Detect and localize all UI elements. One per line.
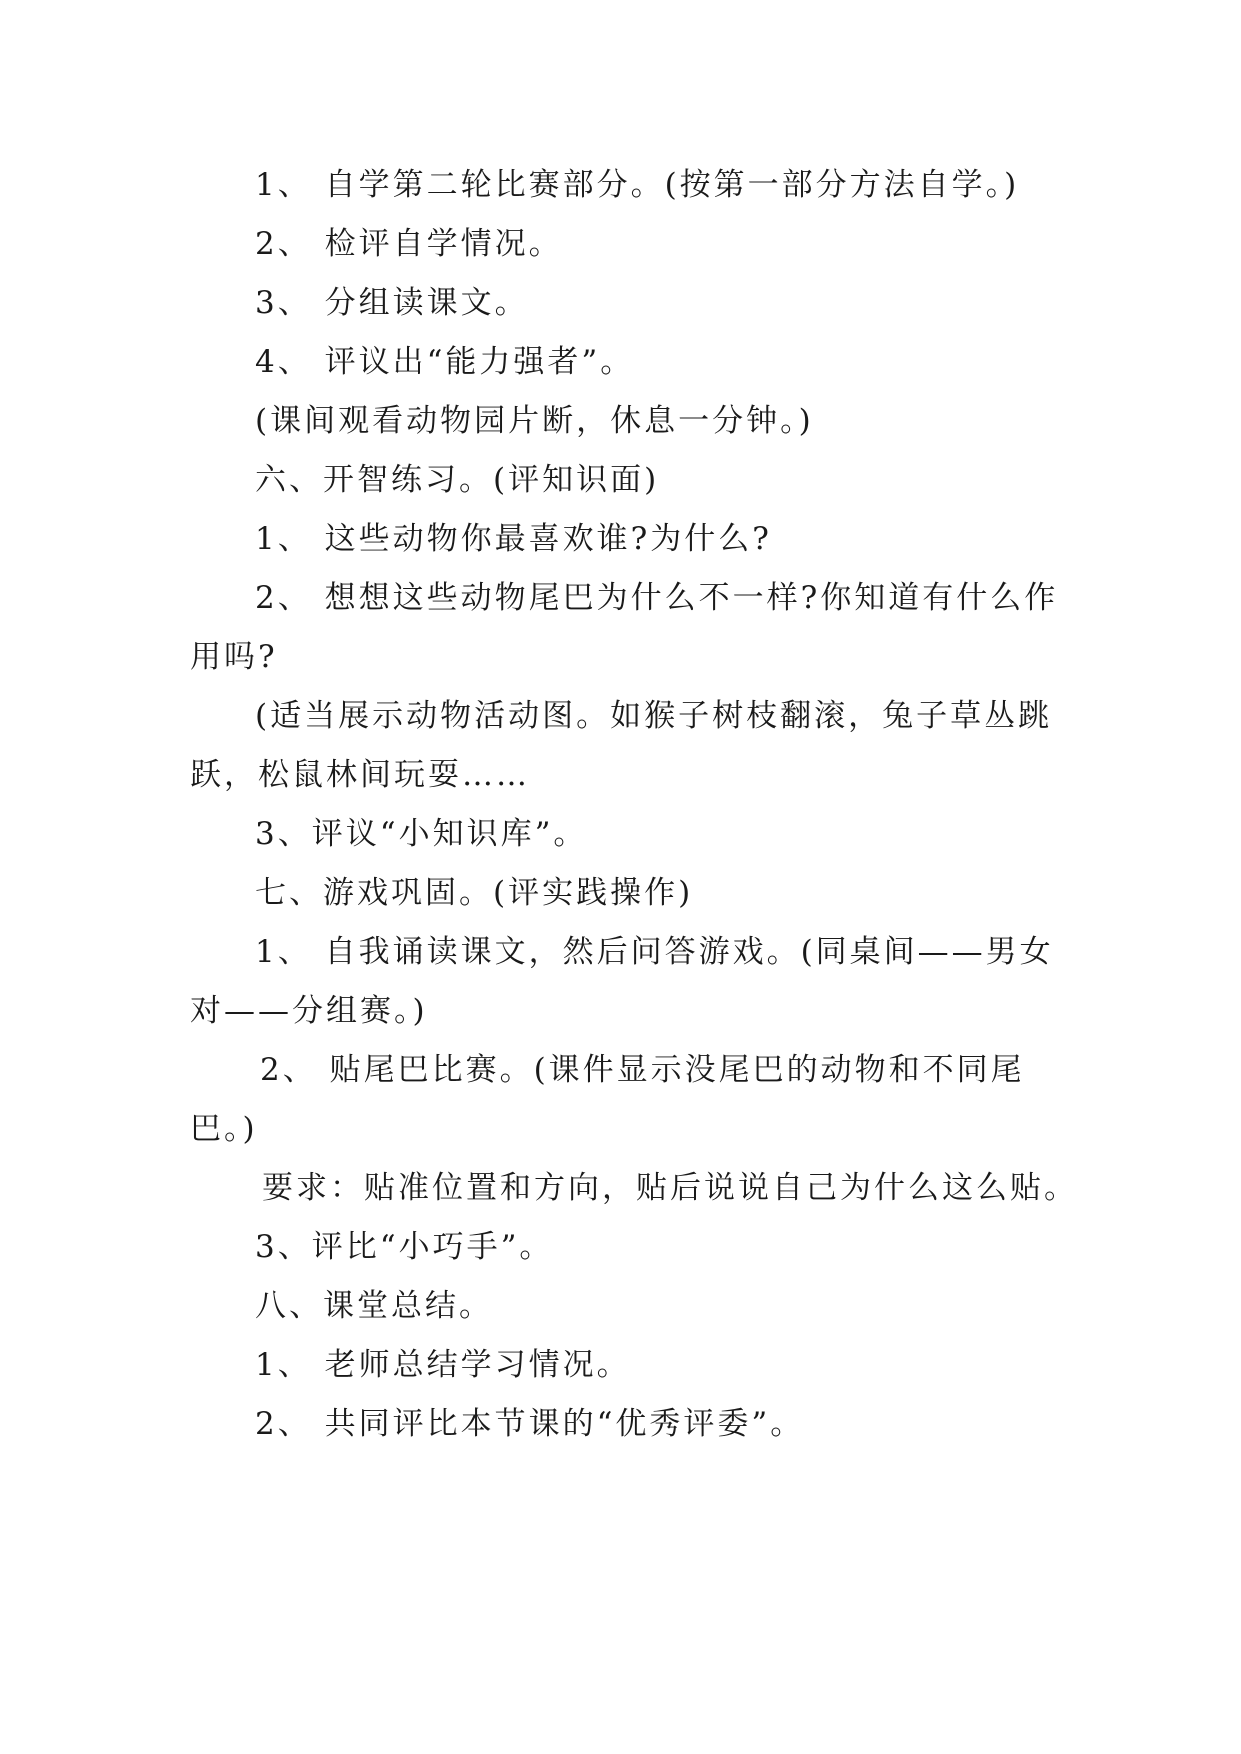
text-line-14: 1、 自我诵读课文，然后问答游戏。(同桌间——男女 bbox=[255, 934, 1054, 970]
text-line-17: 巴。) bbox=[190, 1111, 258, 1147]
section-heading-8: 八、课堂总结。 bbox=[255, 1288, 493, 1324]
section-heading-7: 七、游戏巩固。(评实践操作) bbox=[255, 875, 694, 911]
text-line-4: 4、 评议出“能力强者”。 bbox=[255, 344, 635, 380]
text-line-22: 2、 共同评比本节课的“优秀评委”。 bbox=[255, 1406, 805, 1442]
text-line-16: 2、 贴尾巴比赛。(课件显示没尾巴的动物和不同尾 bbox=[260, 1052, 1025, 1088]
text-line-10: (适当展示动物活动图。如猴子树枝翻滚，兔子草丛跳 bbox=[255, 698, 1053, 734]
text-line-7: 1、 这些动物你最喜欢谁?为什么? bbox=[255, 521, 772, 557]
text-line-8: 2、 想想这些动物尾巴为什么不一样?你知道有什么作 bbox=[255, 580, 1059, 616]
text-line-21: 1、 老师总结学习情况。 bbox=[255, 1347, 631, 1383]
text-line-9: 用吗? bbox=[190, 639, 278, 675]
text-line-1: 1、 自学第二轮比赛部分。(按第一部分方法自学。) bbox=[255, 167, 1020, 203]
text-line-12: 3、评议“小知识库”。 bbox=[255, 816, 588, 852]
text-line-5: (课间观看动物园片断，休息一分钟。) bbox=[255, 403, 814, 439]
section-heading-6: 六、开智练习。(评知识面) bbox=[255, 462, 660, 498]
text-line-19: 3、评比“小巧手”。 bbox=[255, 1229, 554, 1265]
text-line-2: 2、 检评自学情况。 bbox=[255, 226, 563, 262]
text-line-15: 对——分组赛。) bbox=[190, 993, 428, 1029]
text-line-18: 要求：贴准位置和方向，贴后说说自己为什么这么贴。 bbox=[262, 1170, 1078, 1206]
text-line-3: 3、 分组读课文。 bbox=[255, 285, 529, 321]
text-line-11: 跃，松鼠林间玩耍…… bbox=[190, 757, 530, 793]
